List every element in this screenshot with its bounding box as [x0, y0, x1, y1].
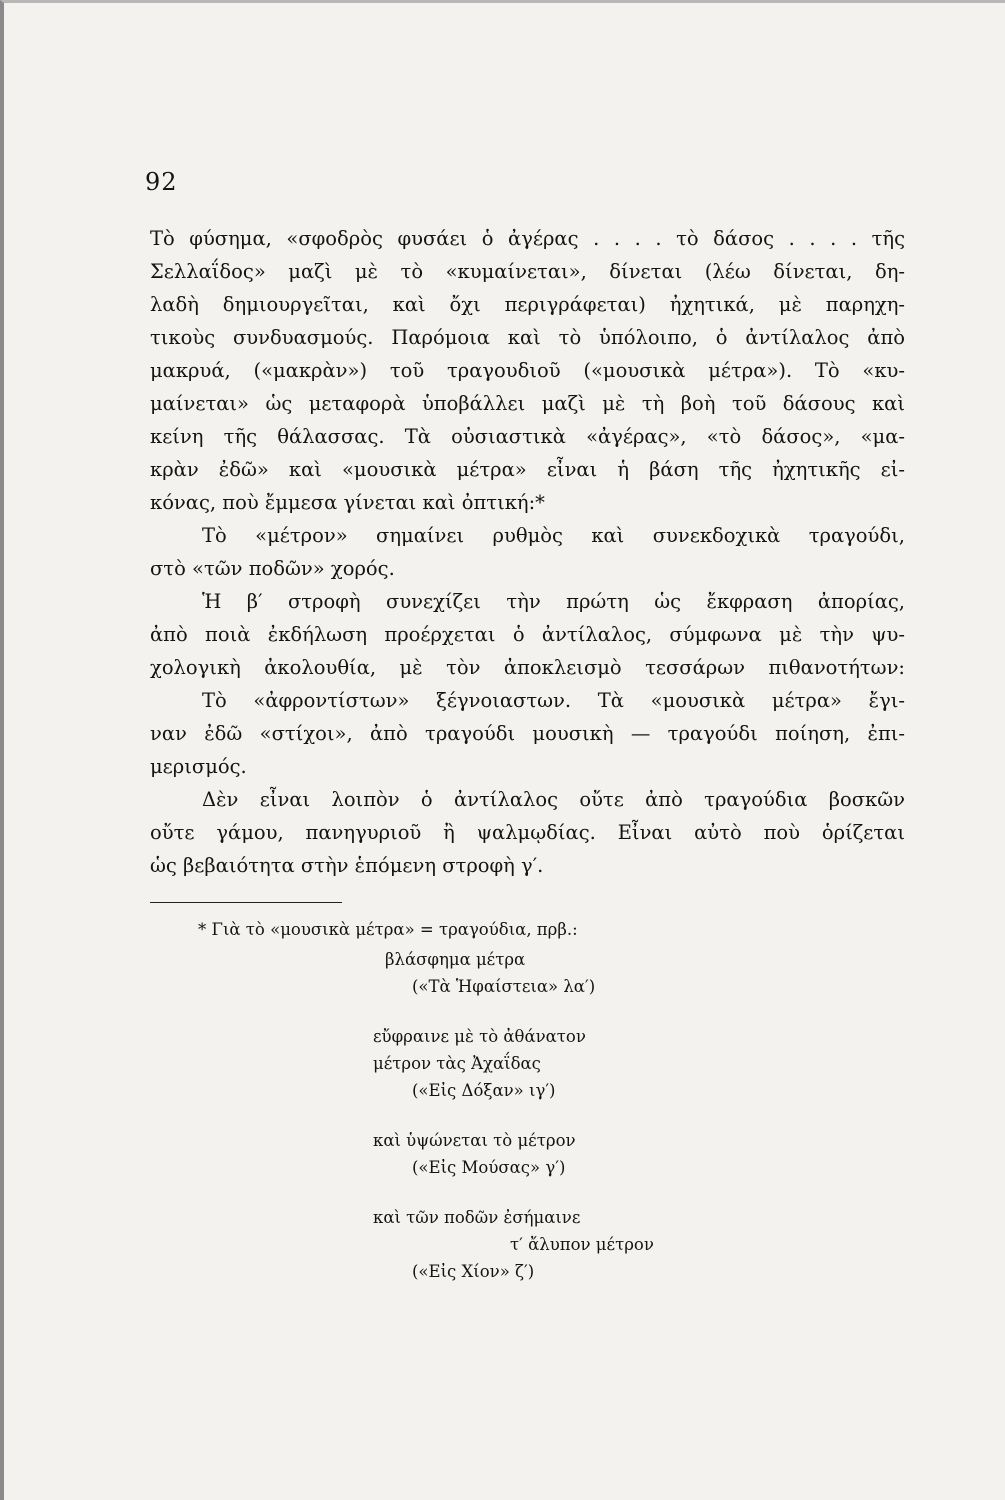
- body-text: [150, 222, 905, 882]
- verse-citation: («Τὰ Ἡφαίστεια» λα′): [412, 977, 596, 996]
- text-line: χολογικὴ ἀκολουθία, μὲ τὸν ἀποκλεισμὸ τεσσάρων πιθανοτήτων:: [150, 656, 905, 679]
- text-line: λαδὴ δημιουργεῖται, καὶ ὄχι περιγράφεται) ἠχητικά, μὲ παρηχη-: [150, 293, 905, 316]
- text-line: στὸ «τῶν ποδῶν» χορός.: [150, 557, 395, 580]
- verse-line: μέτρον τὰς Ἀχαΐδας: [373, 1054, 541, 1073]
- verse-citation: («Εἰς Δόξαν» ιγ′): [412, 1081, 556, 1100]
- text-line: ναν ἐδῶ «στίχοι», ἀπὸ τραγούδι μουσικὴ — τραγούδι ποίηση, ἐπι-: [150, 722, 905, 745]
- text-line: Τὸ φύσημα, «σφοδρὸς φυσάει ὁ ἀγέρας . . . . τὸ δάσος . . . . τῆς: [150, 227, 905, 250]
- text-line: ὡς βεβαιότητα στὴν ἑπόμενη στροφὴ γ′.: [150, 854, 544, 877]
- text-line: Τὸ «ἀφροντίστων» ξέγνοιαστων. Τὰ «μουσικὰ μέτρα» ἔγι-: [202, 689, 905, 712]
- verse-line: τ′ ἄλυπον μέτρον: [510, 1235, 654, 1254]
- text-line: οὔτε γάμου, πανηγυριοῦ ἢ ψαλμῳδίας. Εἶναι αὐτὸ ποὺ ὁρίζεται: [150, 821, 905, 844]
- verse-line: εὔφραινε μὲ τὸ ἀθάνατον: [373, 1027, 586, 1046]
- text-line: μακρυά, («μακρὰν») τοῦ τραγουδιοῦ («μουσικὰ μέτρα»). Τὸ «κυ-: [150, 359, 905, 382]
- verse-line: καὶ ὑψώνεται τὸ μέτρον: [373, 1131, 576, 1150]
- text-line: μαίνεται» ὡς μεταφορὰ ὑποβάλλει μαζὶ μὲ τὴ βοὴ τοῦ δάσους καὶ: [150, 392, 905, 415]
- page-number: 92: [145, 168, 178, 196]
- verse-line: βλάσφημα μέτρα: [385, 950, 526, 969]
- footnote: [150, 916, 905, 945]
- text-line: Σελλαΐδος» μαζὶ μὲ τὸ «κυμαίνεται», δίνεται (λέω δίνεται, δη-: [150, 260, 905, 283]
- text-line: κείνη τῆς θάλασσας. Τὰ οὐσιαστικὰ «ἀγέρας», «τὸ δάσος», «μα-: [150, 425, 905, 448]
- footnote-intro: * Γιὰ τὸ «μουσικὰ μέτρα» = τραγούδια, πρβ.:: [198, 920, 578, 939]
- text-line: ἀπὸ ποιὰ ἐκδήλωση προέρχεται ὁ ἀντίλαλος, σύμφωνα μὲ τὴν ψυ-: [150, 623, 905, 646]
- footnote-divider: [150, 902, 342, 903]
- text-line: κόνας, ποὺ ἔμμεσα γίνεται καὶ ὀπτική:*: [150, 491, 545, 514]
- text-line: Τὸ «μέτρον» σημαίνει ρυθμὸς καὶ συνεκδοχικὰ τραγούδι,: [202, 524, 905, 547]
- text-line: Ἡ β′ στροφὴ συνεχίζει τὴν πρώτη ὡς ἔκφραση ἀπορίας,: [202, 590, 905, 613]
- text-line: τικοὺς συνδυασμούς. Παρόμοια καὶ τὸ ὑπόλοιπο, ὁ ἀντίλαλος ἀπὸ: [150, 326, 905, 349]
- verse-line: καὶ τῶν ποδῶν ἐσήμαινε: [373, 1208, 581, 1227]
- text-line: μερισμός.: [150, 755, 247, 778]
- verse-citation: («Εἰς Χίον» ζ′): [412, 1262, 535, 1281]
- verse-citation: («Εἰς Μούσας» γ′): [412, 1158, 566, 1177]
- text-line: κρὰν ἐδῶ» καὶ «μουσικὰ μέτρα» εἶναι ἡ βάση τῆς ἠχητικῆς εἰ-: [150, 458, 905, 481]
- text-line: Δὲν εἶναι λοιπὸν ὁ ἀντίλαλος οὔτε ἀπὸ τραγούδια βοσκῶν: [202, 788, 905, 811]
